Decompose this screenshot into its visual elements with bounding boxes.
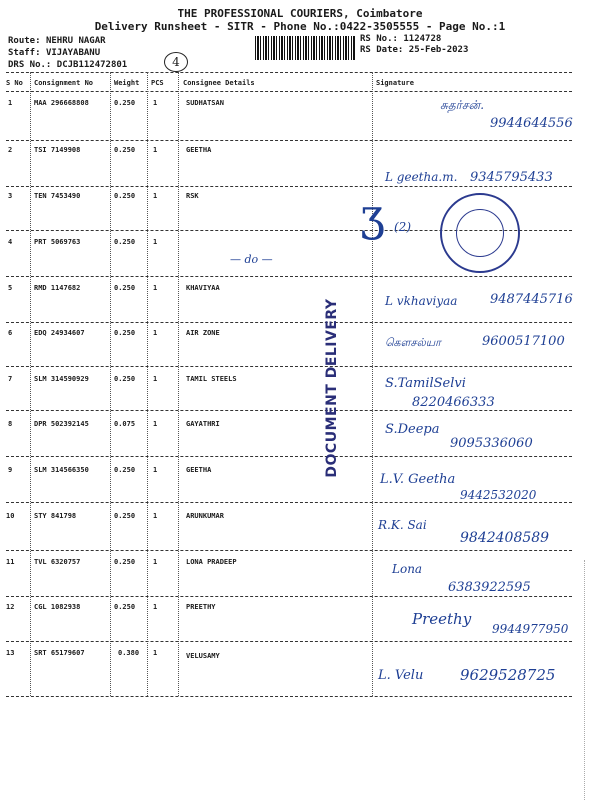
row-weight: 0.250 — [114, 146, 136, 154]
col-divider — [147, 72, 148, 696]
row-pcs: 1 — [153, 603, 158, 611]
drs-value: DCJB112472801 — [56, 60, 128, 70]
signature-phone-2: 9345795433 — [470, 170, 553, 185]
signature-9: L.V. Geetha — [380, 472, 456, 487]
row-consignee: PREETHY — [186, 603, 216, 611]
row-pcs: 1 — [153, 284, 158, 292]
row-rule — [6, 322, 572, 323]
row-pcs: 1 — [153, 192, 158, 200]
row-weight: 0.250 — [114, 238, 136, 246]
row-consignee: AIR ZONE — [186, 329, 220, 337]
col-divider — [372, 72, 373, 696]
row-consignee: VELUSAMY — [186, 652, 220, 660]
row-pcs: 1 — [153, 558, 158, 566]
stamp-text: DOCUMENT DELIVERY — [324, 298, 340, 478]
signature-phone-5: 9487445716 — [490, 292, 573, 307]
row-sno: 3 — [8, 192, 13, 200]
rs-date-value: 25-Feb-2023 — [408, 45, 469, 55]
signature-phone-12: 9944977950 — [492, 622, 569, 636]
row-weight: 0.250 — [114, 99, 136, 107]
circled-page-note: 4 — [164, 52, 188, 72]
row-consignment: PRT 5069763 — [34, 238, 81, 246]
row-pcs: 1 — [153, 238, 158, 246]
signature-phone-11: 6383922595 — [448, 580, 531, 595]
col-consignee: Consignee Details — [183, 79, 255, 87]
row-rule — [6, 502, 572, 503]
route-line — [8, 36, 106, 46]
drs-label: DRS No.: — [8, 60, 52, 70]
staff-value: VIJAYABANU — [45, 48, 101, 58]
row-consignee: GEETHA — [186, 466, 212, 474]
col-weight: Weight — [114, 79, 140, 87]
col-divider — [110, 72, 111, 696]
row-sno: 6 — [8, 329, 13, 337]
col-sno: S No — [6, 79, 23, 87]
row-pcs: 1 — [153, 375, 158, 383]
document-delivery-stamp — [322, 300, 344, 480]
row-consignee: KHAVIYAA — [186, 284, 220, 292]
signature-3: (2) — [394, 220, 411, 234]
row-sno: 5 — [8, 284, 13, 292]
row-weight: 0.250 — [114, 375, 136, 383]
row-consignee: SUDHATSAN — [186, 99, 224, 107]
scribble-mark: ʒ — [360, 190, 385, 241]
row-rule — [6, 596, 572, 597]
signature-phone-6: 9600517100 — [482, 334, 565, 349]
row-sno: 12 — [6, 603, 15, 611]
row-rule — [6, 276, 572, 277]
page-edge — [584, 560, 586, 800]
company-seal — [440, 193, 520, 273]
row-sno: 1 — [8, 99, 13, 107]
signature-5: L vkhaviyaa — [385, 294, 458, 308]
col-divider — [30, 72, 31, 696]
row-rule — [6, 456, 572, 457]
signature-phone-8: 9095336060 — [450, 436, 533, 451]
row-weight: 0.380 — [118, 649, 140, 657]
row-pcs: 1 — [153, 99, 158, 107]
drs-line — [8, 60, 127, 70]
signature-12: Preethy — [412, 610, 472, 628]
signature-1: சுதர்சன். — [440, 98, 485, 112]
row-weight: 0.250 — [114, 603, 136, 611]
row-consignment: TSI 7149908 — [34, 146, 81, 154]
rs-no-line — [360, 34, 441, 44]
signature-7: S.TamilSelvi — [385, 376, 466, 391]
signature-8: S.Deepa — [385, 422, 440, 437]
row-sno: 7 — [8, 375, 13, 383]
rs-date-line — [360, 45, 468, 55]
row-consignment: STY 841798 — [34, 512, 77, 520]
row-consignment: MAA 296668808 — [34, 99, 89, 107]
route-value: NEHRU NAGAR — [45, 36, 106, 46]
signature-phone-13: 9629528725 — [460, 666, 556, 684]
signature-10: R.K. Sai — [378, 518, 427, 532]
row-rule — [6, 186, 572, 187]
row-consignee: GAYATHRI — [186, 420, 220, 428]
row-consignment: EDQ 24934607 — [34, 329, 85, 337]
rs-no-label: RS No.: — [360, 34, 398, 44]
signature-11: Lona — [392, 562, 423, 576]
rs-date-label: RS Date: — [360, 45, 404, 55]
row-consignee: LONA PRADEEP — [186, 558, 237, 566]
signature-phone-10: 9842408589 — [460, 530, 550, 546]
col-divider — [178, 72, 179, 696]
row-consignment: SLM 314590929 — [34, 375, 89, 383]
header-bottom-rule — [6, 91, 572, 92]
company-title: THE PROFESSIONAL COURIERS, Coimbatore — [177, 7, 423, 20]
row-consignment: TEN 7453490 — [34, 192, 81, 200]
row-consignment: CGL 1082938 — [34, 603, 81, 611]
row-consignee: ARUNKUMAR — [186, 512, 224, 520]
row-sno: 10 — [6, 512, 15, 520]
signature-13: L. Velu — [378, 668, 424, 683]
col-pcs: PCS — [151, 79, 164, 87]
signature-phone-1: 9944644556 — [490, 116, 573, 131]
row-rule — [6, 140, 572, 141]
signature-phone-9: 9442532020 — [460, 488, 537, 502]
row-sno: 11 — [6, 558, 15, 566]
row-pcs: 1 — [153, 512, 158, 520]
row-weight: 0.250 — [114, 329, 136, 337]
header-top-rule — [6, 72, 572, 73]
row-rule — [6, 366, 572, 367]
row-weight: 0.250 — [114, 192, 136, 200]
row-consignment: DPR 502392145 — [34, 420, 89, 428]
row-rule — [6, 550, 572, 551]
row-consignee: GEETHA — [186, 146, 212, 154]
row-pcs: 1 — [153, 329, 158, 337]
row-weight: 0.250 — [114, 512, 136, 520]
row-rule — [6, 641, 572, 642]
row-consignment: RMD 1147682 — [34, 284, 81, 292]
row-pcs: 1 — [153, 649, 158, 657]
row-sno: 8 — [8, 420, 13, 428]
signature-2: L geetha.m. — [385, 170, 458, 184]
route-label: Route: — [8, 36, 41, 46]
row-weight: 0.075 — [114, 420, 136, 428]
row-consignment: SLM 314566350 — [34, 466, 89, 474]
col-signature: Signature — [376, 79, 414, 87]
row-pcs: 1 — [153, 466, 158, 474]
row-weight: 0.250 — [114, 558, 136, 566]
row-pcs: 1 — [153, 146, 158, 154]
row-consignment: TVL 6320757 — [34, 558, 81, 566]
row-weight: 0.250 — [114, 466, 136, 474]
row-sno: 13 — [6, 649, 15, 657]
col-consignment: Consignment No — [34, 79, 94, 87]
staff-line — [8, 48, 100, 58]
row-weight: 0.250 — [114, 284, 136, 292]
row-sno: 4 — [8, 238, 13, 246]
row-rule — [6, 696, 572, 697]
staff-label: Staff: — [8, 48, 41, 58]
rs-no-value: 1124728 — [403, 34, 442, 44]
drs-barcode — [255, 36, 355, 60]
row-consignee: TAMIL STEELS — [186, 375, 237, 383]
row-sno: 9 — [8, 466, 13, 474]
row-rule — [6, 410, 572, 411]
row-pcs: 1 — [153, 420, 158, 428]
row-consignee: RSK — [186, 192, 199, 200]
row-consignment: SRT 65179607 — [34, 649, 85, 657]
signature-6: கௌசல்யா — [385, 336, 441, 349]
row-sno: 2 — [8, 146, 13, 154]
runsheet-title: Delivery Runsheet - SITR - Phone No.:0422-3505555 - Page No.:1 — [94, 20, 506, 33]
signature-4: — do — — [230, 253, 273, 266]
signature-phone-7: 8220466333 — [412, 395, 495, 410]
